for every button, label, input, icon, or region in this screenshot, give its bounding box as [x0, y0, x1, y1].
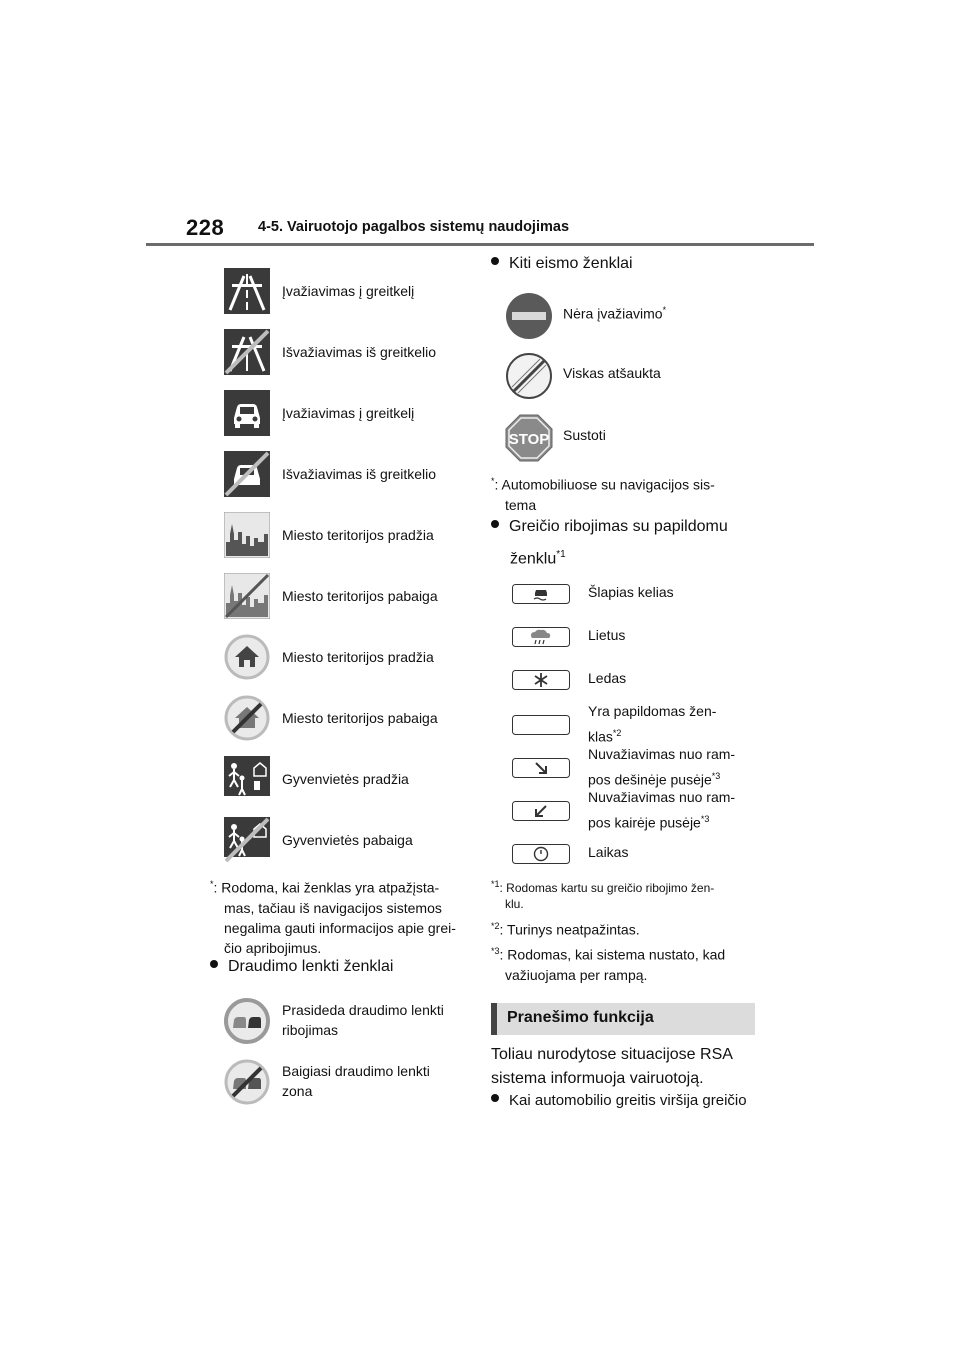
residential-zone-icon	[224, 756, 270, 802]
plate-label: Ledas	[588, 670, 627, 686]
plate-label: Nuvažiavimas nuo ram- pos kairėje pusėje$^{*3}$	[588, 789, 736, 831]
plate-label: Lietus	[588, 627, 626, 643]
footnote-2: $^{*2}$: Turinys neatpažintas.	[491, 921, 640, 938]
sign-label: Prasideda draudimo lenkti ribojimas	[282, 1002, 444, 1038]
sign-label: Įvažiavimas į greitkelį	[282, 405, 415, 421]
sign-label: Nėra įvažiavimo*	[563, 305, 667, 322]
sign-row-motorway-exit	[224, 329, 474, 375]
sign-row-no-overtaking-end	[224, 1059, 474, 1105]
sign-label: Miesto teritorijos pabaiga	[282, 710, 438, 726]
plate-label: Laikas	[588, 844, 629, 860]
sign-label: Išvažiavimas iš greitkelio	[282, 344, 437, 360]
sign-label: Gyvenvietės pradžia	[282, 771, 409, 787]
city-skyline-icon	[224, 512, 270, 558]
car-road-end-icon	[224, 451, 270, 497]
bullet-dot	[491, 520, 499, 528]
sign-label: Viskas atšaukta	[563, 365, 661, 381]
stop-sign-text: STOP	[508, 431, 550, 448]
footnote-3: $^{*3}$: Rodomas, kai sistema nustato, kad važiuojama per rampą.	[491, 946, 726, 983]
sign-label: Baigiasi draudimo lenkti zona	[282, 1063, 430, 1099]
sign-row-residential-end	[224, 817, 474, 863]
sign-label: Išvažiavimas iš greitkelio	[282, 466, 437, 482]
house-circle-icon	[224, 634, 270, 680]
end-all-restrictions-icon	[505, 352, 553, 400]
bullet-speed-limit: Greičio ribojimas su papildomu ženklu$^{*1}$	[491, 516, 751, 570]
notification-paragraph: Toliau nurodytose situacijose RSA sistema informuoja vairuotoją.	[491, 1046, 733, 1087]
sign-label: Sustoti	[563, 427, 606, 443]
left-footnote: *: Rodoma, kai ženklas yra atpažįsta- mas, tačiau iš navigacijos sistemos negalima gauti informacijos apie grei- čio apribojimus.	[210, 879, 456, 956]
sign-row-car-road-entry	[224, 390, 474, 436]
sign-row-residential-start	[224, 756, 474, 802]
bullet-dot	[491, 1094, 499, 1102]
bullet-other-signs: Kiti eismo ženklai	[491, 253, 633, 275]
no-entry-icon	[505, 292, 553, 340]
bullet-dot	[491, 257, 499, 265]
motorway-icon	[224, 268, 270, 314]
bullet-speed-exceeds: Kai automobilio greitis viršija greičio	[491, 1090, 747, 1112]
sign-row-city-end	[224, 573, 474, 619]
rain-cloud-icon	[512, 627, 570, 647]
residential-zone-end-icon	[224, 817, 270, 863]
section-heading-box	[491, 1003, 755, 1035]
wet-road-icon	[512, 584, 570, 604]
sign-row-motorway-entry	[224, 268, 474, 314]
header-divider	[146, 243, 814, 246]
sign-row-city-start	[224, 512, 474, 558]
sign-row-no-overtaking	[224, 998, 474, 1044]
sign-row-end-all	[505, 352, 765, 402]
blank-plate-icon	[512, 715, 570, 735]
section-title: 4-5. Vairuotojo pagalbos sistemų naudojimas	[258, 219, 570, 235]
section-heading: Pranešimo funkcija	[507, 1009, 654, 1026]
city-skyline-end-icon	[224, 573, 270, 619]
bullet-overtaking: Draudimo lenkti ženklai	[210, 956, 393, 978]
sign-row-car-road-exit	[224, 451, 474, 497]
plate-label: Nuvažiavimas nuo ram- pos dešinėje pusėje$^{*3}$	[588, 746, 736, 788]
sign-row-stop	[505, 414, 765, 464]
sign-label: Įvažiavimas į greitkelį	[282, 283, 415, 299]
bullet-dot	[210, 960, 218, 968]
sign-row-house-start	[224, 634, 474, 680]
arrow-down-left-icon	[512, 801, 570, 821]
sign-label: Gyvenvietės pabaiga	[282, 832, 413, 848]
sign-label: Miesto teritorijos pradžia	[282, 649, 434, 665]
plate-label: Yra papildomas žen- klas$^{*2}$	[588, 703, 717, 745]
house-circle-end-icon	[224, 695, 270, 741]
plate-label: Šlapias kelias	[588, 584, 674, 600]
sign-label: Miesto teritorijos pradžia	[282, 527, 434, 543]
sign-label: Miesto teritorijos pabaiga	[282, 588, 438, 604]
other-signs-footnote: *: Automobiliuose su navigacijos sis- tema	[491, 476, 715, 513]
no-overtaking-icon	[224, 998, 270, 1044]
stop-sign-icon	[505, 414, 553, 462]
arrow-down-right-icon	[512, 758, 570, 778]
sign-row-house-end	[224, 695, 474, 741]
page-number: 228	[186, 215, 225, 240]
car-road-icon	[224, 390, 270, 436]
footnote-1: $^{*1}$: Rodomas kartu su greičio ribojimo žen- klu.	[491, 879, 715, 911]
no-overtaking-end-icon	[224, 1059, 270, 1105]
clock-icon	[512, 844, 570, 864]
snowflake-icon	[512, 670, 570, 690]
motorway-end-icon	[224, 329, 270, 375]
sign-row-no-entry	[505, 292, 765, 342]
